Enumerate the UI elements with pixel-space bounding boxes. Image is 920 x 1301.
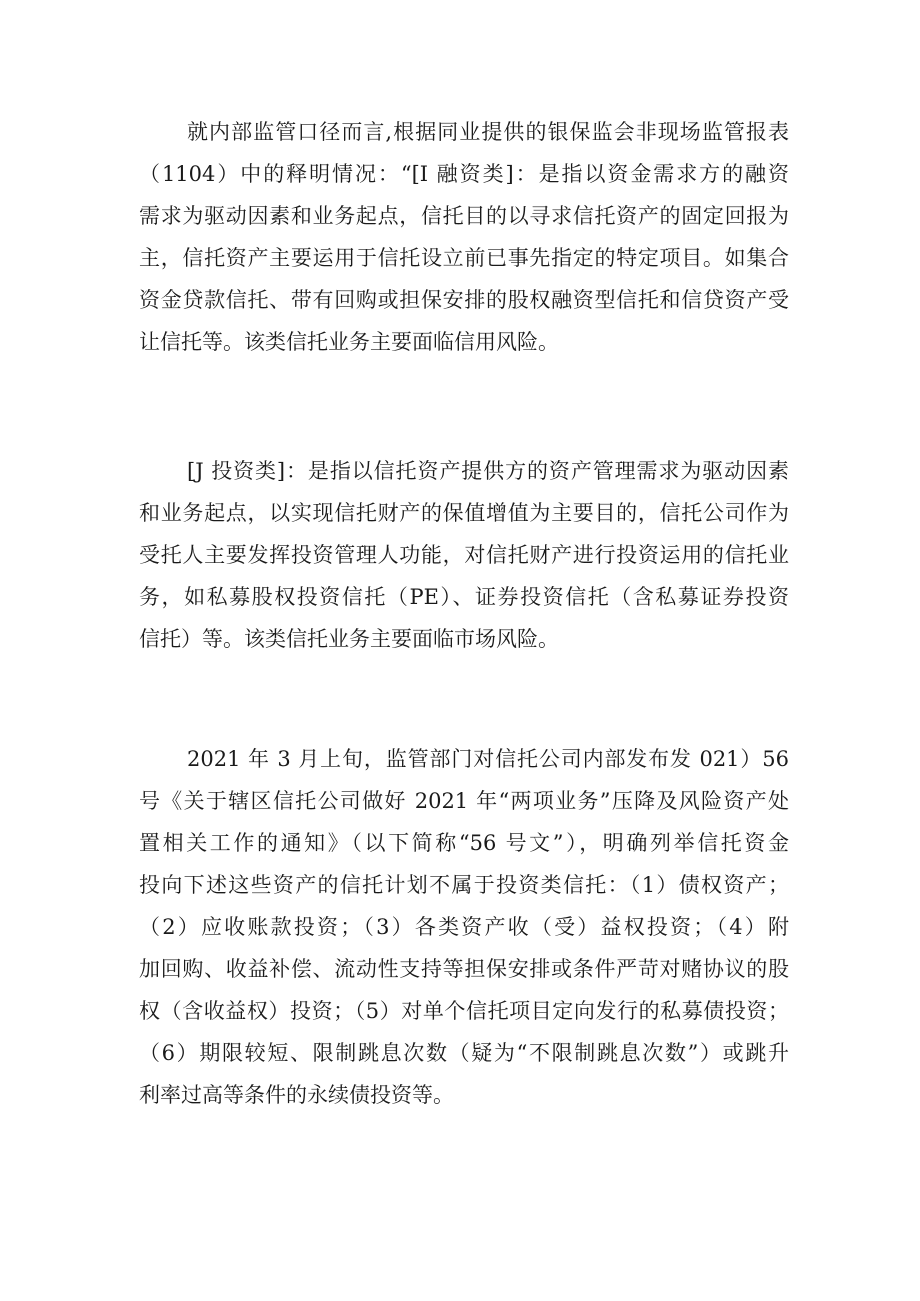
text-line: 就内部监管口径而言,根据同业提供的银保监会非现场监管报表 <box>187 120 789 144</box>
text-line: 务，如私募股权投资信托（PE）、证券投资信托（含私募证券投资 <box>139 585 789 609</box>
paragraph-notice-56 <box>139 738 789 1116</box>
text-line: 加回购、收益补偿、流动性支持等担保安排或条件严苛对赌协议的股 <box>139 957 789 981</box>
text-line: 投向下述这些资产的信托计划不属于投资类信托：（1）债权资产； <box>139 873 789 897</box>
text-line: 资金贷款信托、带有回购或担保安排的股权融资型信托和信贷资产受 <box>139 288 789 312</box>
text-line: （2）应收账款投资；（3）各类资产收（受）益权投资；（4）附 <box>139 915 789 939</box>
text-line: 利率过高等条件的永续债投资等。 <box>139 1083 454 1107</box>
text-line: 信托）等。该类信托业务主要面临市场风险。 <box>139 627 559 651</box>
text-line: 让信托等。该类信托业务主要面临信用风险。 <box>139 330 559 354</box>
text-line: [J 投资类]：是指以信托资产提供方的资产管理需求为驱动因素 <box>187 459 789 483</box>
text-line: 号《关于辖区信托公司做好 2021 年“两项业务”压降及风险资产处 <box>139 789 789 813</box>
text-line: 主，信托资产主要运用于信托设立前已事先指定的特定项目。如集合 <box>139 246 789 270</box>
text-line: （6）期限较短、限制跳息次数（疑为“不限制跳息次数”）或跳升 <box>139 1041 789 1065</box>
text-line: 置相关工作的通知》（以下简称“56 号文”），明确列举信托资金 <box>139 831 789 855</box>
text-line: 需求为驱动因素和业务起点，信托目的以寻求信托资产的固定回报为 <box>139 204 789 228</box>
text-line: 权（含收益权）投资；（5）对单个信托项目定向发行的私募债投资； <box>139 999 789 1023</box>
text-line: 和业务起点，以实现信托财产的保值增值为主要目的，信托公司作为 <box>139 501 789 525</box>
text-line: 受托人主要发挥投资管理人功能，对信托财产进行投资运用的信托业 <box>139 543 789 567</box>
paragraph-regulatory-definition <box>139 111 789 363</box>
text-line: 2021 年 3 月上旬，监管部门对信托公司内部发布发 021）56 <box>187 747 789 771</box>
paragraph-investment-category <box>139 450 789 660</box>
text-line: （1104）中的释明情况：“[I 融资类]：是指以资金需求方的融资 <box>139 162 789 186</box>
